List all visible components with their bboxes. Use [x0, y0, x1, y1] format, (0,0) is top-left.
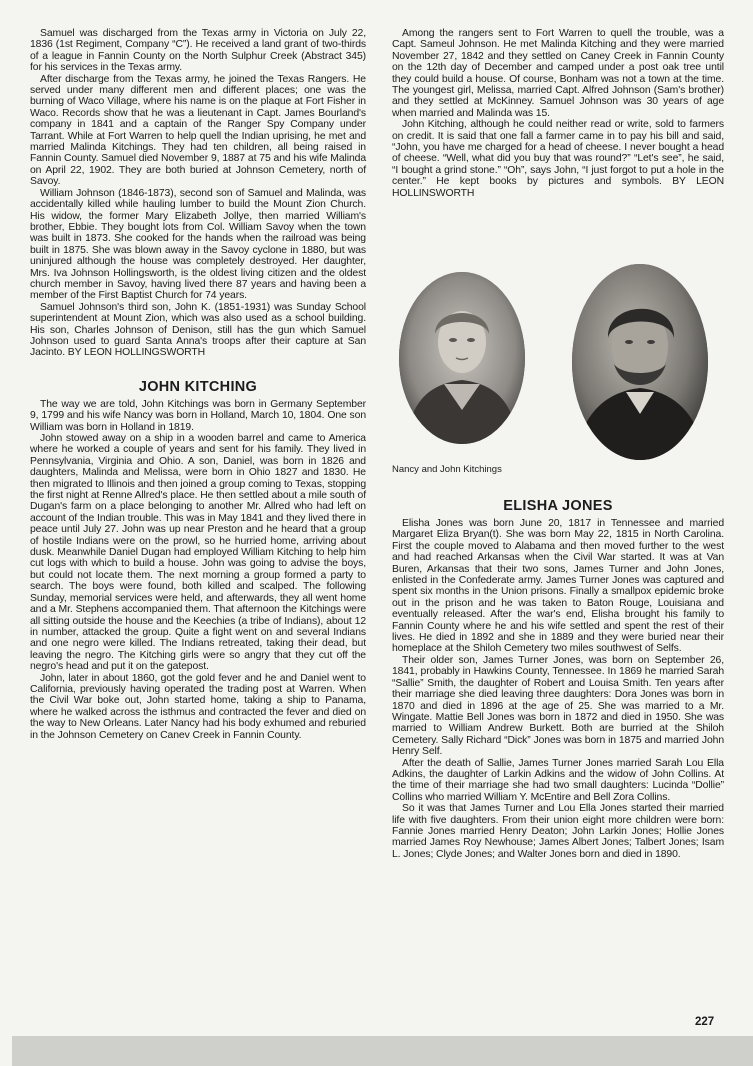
johnson-paragraph-2: After discharge from the Texas army, he joined the Texas Rangers. He served under many different men and different places; one was the burning of Waco Village, where his name is on the plaque at Fort Fisher in Waco. Records show that he was a lieutenant in Capt. James Bourland's company in 1841 and a captain of the Ranger Spy Company under Tarrant. While at Fort Warren to help quell the Indian uprising, he met and married Malinda Kitchings. They had ten children, all being raised in Fannin County. Samuel died November 9, 1887 at 75 and his wife Malinda on April 22, 1902. They are both buried at Johnson Cemetery, north of Savoy.: [30, 73, 366, 188]
photo-caption: Nancy and John Kitchings: [392, 464, 502, 475]
johnson-paragraph-1: Samuel was discharged from the Texas army in Victoria on July 22, 1836 (1st Regiment, Company “C”). He received a land grant of two-thirds of a league in Fannin County on the North Sulphur Creek (Abstract 345) for his services in the Texas army.: [30, 28, 366, 74]
elisha-paragraph-2: Their older son, James Turner Jones, was born on September 26, 1841, probably in Hawkins County, Tennessee. In 1869 he married Sarah “Sallie” Smith, the daughter of Robert and Louisa Smith. Ten years after their marriage she died leaving three daughters: Dora Jones was born in 1870 and died in 1896 at the age of 25. She was married to a Mr. Wingate. Mattie Bell Jones was born in 1872 and died in 1950. She was married to William Andrew Burkett. Both are burried at the Shiloh Cemetery. Sally Richard “Dick” Jones was born in 1875 and married John Henry Self.: [392, 654, 724, 758]
portrait-photos: [392, 256, 726, 466]
kitching-rangers-paragraph: Among the rangers sent to Fort Warren to quell the trouble, was a Capt. Sameul Johnson. He met Malinda Kitching and they were married November 27, 1842 and they settled on Caney Creek in Fannin County on the 12th day of December and camped under a post oak tree until they could build a house. Of course, Bonham was not a town at the time. The youngest girl, Melissa, married Capt. Alfred Johnson (Sam's brother) and they settled at McKinney. Samuel Johnson was 30 years of age when married and Malinda was 15.: [392, 28, 724, 119]
elisha-paragraph-3: After the death of Sallie, James Turner Jones married Sarah Lou Ella Adkins, the daughter of Larkin Adkins and the widow of John Collins. At the time of their marriage she had two small daughters: Lucinda “Dollie” Collins who married William Y. McEntire and Bell Zora Collins.: [392, 757, 724, 803]
elisha-jones-heading: ELISHA JONES: [503, 498, 613, 514]
kitching-paragraph-1: The way we are told, John Kitchings was born in Germany September 9, 1799 and his wife Nancy was born in Holland, March 10, 1804. One son William was born in Holland in 1819.: [30, 398, 366, 433]
john-kitching-heading: JOHN KITCHING: [138, 378, 258, 395]
page-number: 227: [695, 1016, 715, 1028]
elisha-paragraph-4: So it was that James Turner and Lou Ella Jones started their married life with five daughters. From their union eight more children were born: Fannie Jones married Henry Deaton; John Larkin Jones; Hollie Jones married James Roy Newhouse; James Albert Jones; Talbert Jones; Isam L. Jones; Clyde Jones; and Walter Jones born and died in 1890.: [392, 803, 724, 860]
john-kitching-portrait: [572, 264, 708, 460]
johnson-paragraph-4: Samuel Johnson's third son, John K. (1851-1931) was Sunday School superintendent at Mount Zion, which was also used as a school building. His son, Charles Johnson of Denison, still has the gun which Samuel Johnson used to guard Santa Anna's troops after their capture at San Jacinto. BY LEON HOLLINGSWORTH: [30, 301, 366, 359]
kitching-cheese-paragraph: John Kitching, although he could neither read or write, sold to farmers on credit. It is said that one fall a farmer came in to pay his bill and said, “John, you have me charged for a head of cheese. I never bought a head of cheese. “Well, what did you buy that was round?” “Let's see”, he said, “I bought a grind stone.” “Oh”, says John, “I just forgot to put a hole in the center.” He kept books by pictures and symbols. BY LEON HOLLINSWORTH: [392, 119, 724, 199]
kitching-paragraph-2: John stowed away on a ship in a wooden barrel and came to America where he worked a couple of years and sent for his family. They lived in Pennsylvania, Virginia and Ohio. A son, Daniel, was born in 1826 and daughters, Malinda and Melissa, were born in Ohio 1827 and 1830. He then migrated to Illinois and then joined a group coming to Texas, stopping the first night at Renne Allred's place. He then settled about a mile south of Dugan's farm on a place belonging to another Mr. Allred who had left on account of the Indian trouble. This was in May 1841 and they lived there in peace until July 27. John was up near Preston and he heard that a group of hostile Indians were on the prowl, so he hurried home, arriving about dusk. Meanwhile Daniel Dugan had employed William Kitching to help him cut logs with which to build a house. John was going to advise the boys, but could not locate them. The next morning a group formed a party to search. The boys were found, both killed and scalped. The following Sunday, memorial services were held, and afterwards, they all went home and a Mr. Stephens accompanied them. That afternoon the Kitchings were all sitting outside the house and the Keechies (a tribe of Indians), about 12 in number, attacked the group. Quite a fight went on and several Indians and one negro were killed. The Indians retreated, taking their dead, but leaving the negro. The Kitching girls were so angry that they cut off the negro's head and put it on the gatepost.: [30, 433, 366, 673]
elisha-jones-section: [392, 498, 724, 860]
johnson-paragraph-3: William Johnson (1846-1873), second son of Samuel and Malinda, was accidentally killed while hauling lumber to build the Mount Zion Church. His widow, the former Mary Elizabeth Jollye, then married William's brother, Ebbie. They bought lots from Col. William Savoy when the town was built in 1873. She cooked for the hands when the railroad was being built in 1875. She was blown away in the Savoy cyclone in 1880, but was uninjured although the house was completely destroyed. Her daughter, Mrs. Iva Johnson Hollingsworth, is the oldest living citizen and the oldest church member in Savoy, having lived there 87 years and having been a member of the First Baptist Church for 74 years.: [30, 187, 366, 302]
kitching-paragraph-3: John, later in about 1860, got the gold fever and he and Daniel went to California, previously having operated the trading post at Warren. When the Civil War boke out, John started home, taking a ship to Panama, where he walked across the isthmus and contracted the fever and died on the way to New Orleans. Later Nancy had his body exhumed and reburied in the Johnson Cemetery on Canev Creek in Fannin County.: [30, 672, 366, 741]
right-column: [392, 28, 724, 199]
nancy-kitching-portrait: [399, 272, 525, 444]
elisha-paragraph-1: Elisha Jones was born June 20, 1817 in Tennessee and married Margaret Eliza Bryan(t). She was born May 22, 1815 in North Carolina. First the couple moved to Alabama and then moved further to the west and had reached Arkansas when the Civil War started. It was at Van Buren, Arkansas that their two sons, James Turner and John Jones, enlisted in the Confederate army. James Turner Jones was captured and spent six months in the Union prisons. Finally a smallpox epidemic broke out in the prison and he was taken to Baton Rouge, Louisiana and eventually released. After the war's end, Elisha brought his family to Fannin County where he and his wife settled and spent the rest of their lives. He died in 1892 and she in 1889 and they were buried near their homeplace at the Shiloh Cemetery two miles southwest of Selfs.: [392, 518, 724, 655]
left-column: [30, 28, 366, 741]
scan-bottom-strip: [12, 1036, 753, 1066]
